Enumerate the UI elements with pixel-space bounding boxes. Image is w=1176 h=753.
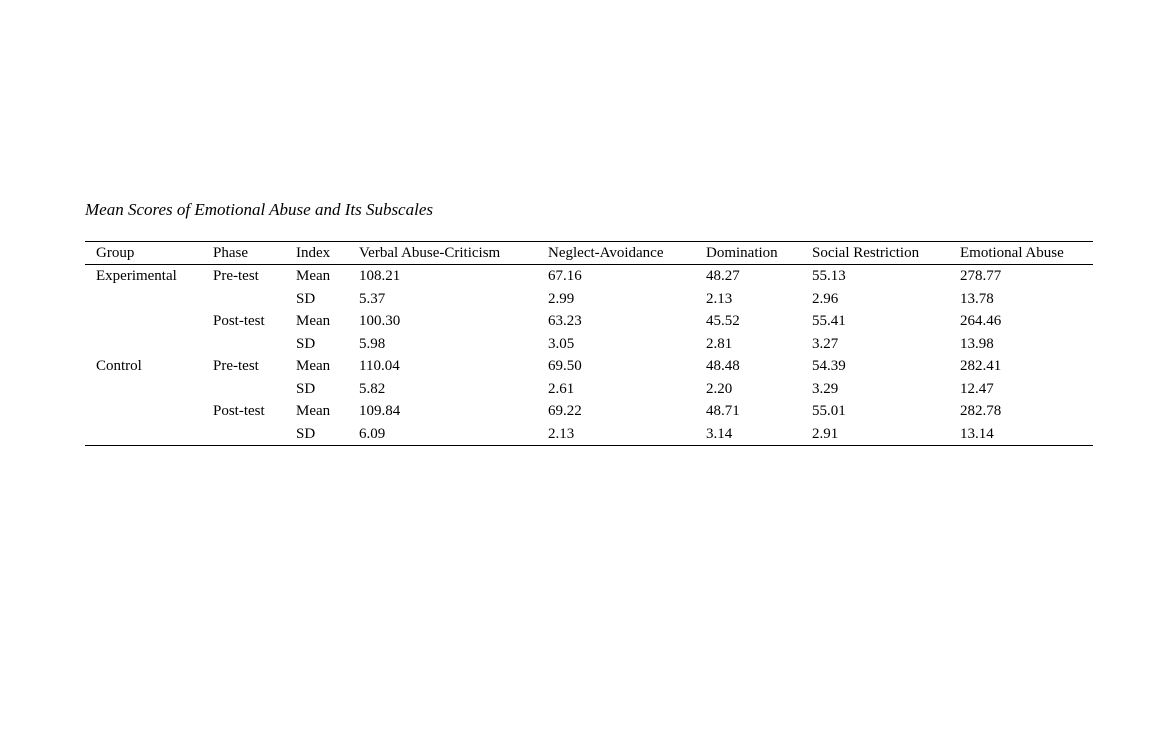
table-row bbox=[85, 265, 1093, 288]
cell-neglect-avoidance: 2.99 bbox=[548, 290, 575, 307]
cell-social-restriction: 55.41 bbox=[812, 313, 846, 329]
cell-index: SD bbox=[296, 290, 316, 307]
cell-verbal-abuse-criticism: 109.84 bbox=[359, 403, 401, 419]
cell-index: SD bbox=[296, 380, 316, 397]
cell-index: SD bbox=[296, 425, 316, 442]
cell-verbal-abuse-criticism: 110.04 bbox=[359, 358, 400, 374]
header-phase: Phase bbox=[213, 245, 248, 261]
cell-social-restriction: 55.01 bbox=[812, 403, 846, 419]
cell-social-restriction: 54.39 bbox=[812, 358, 846, 374]
cell-social-restriction: 3.29 bbox=[812, 380, 839, 397]
cell-phase: Post-test bbox=[213, 403, 265, 419]
cell-index: Mean bbox=[296, 313, 331, 329]
cell-emotional-abuse: 282.78 bbox=[960, 403, 1002, 419]
cell-neglect-avoidance: 3.05 bbox=[548, 335, 575, 352]
cell-index: Mean bbox=[296, 358, 331, 374]
cell-domination: 2.81 bbox=[706, 335, 733, 352]
header-index: Index bbox=[296, 245, 331, 261]
cell-emotional-abuse: 13.98 bbox=[960, 335, 994, 352]
cell-social-restriction: 3.27 bbox=[812, 335, 839, 352]
cell-emotional-abuse: 13.14 bbox=[960, 425, 994, 442]
cell-domination: 2.13 bbox=[706, 290, 733, 307]
table-row bbox=[85, 355, 1093, 378]
cell-emotional-abuse: 264.46 bbox=[960, 313, 1002, 329]
cell-verbal-abuse-criticism: 5.82 bbox=[359, 380, 386, 397]
cell-domination: 48.27 bbox=[706, 268, 740, 284]
cell-domination: 48.71 bbox=[706, 403, 740, 419]
cell-neglect-avoidance: 67.16 bbox=[548, 268, 582, 284]
cell-domination: 3.14 bbox=[706, 425, 733, 442]
cell-group: Experimental bbox=[96, 268, 177, 284]
cell-social-restriction: 2.91 bbox=[812, 425, 839, 442]
table-row bbox=[85, 333, 1093, 356]
cell-social-restriction: 55.13 bbox=[812, 268, 846, 284]
header-social-restriction: Social Restriction bbox=[812, 245, 920, 261]
cell-group: Control bbox=[96, 358, 142, 374]
table-caption: Mean Scores of Emotional Abuse and Its Subscales bbox=[85, 200, 433, 219]
header-verbal-abuse-criticism: Verbal Abuse-Criticism bbox=[359, 245, 501, 261]
cell-neglect-avoidance: 2.61 bbox=[548, 380, 575, 397]
table-row bbox=[85, 400, 1093, 423]
table-row bbox=[85, 288, 1093, 311]
scores-table bbox=[85, 241, 1093, 446]
cell-verbal-abuse-criticism: 108.21 bbox=[359, 268, 401, 284]
cell-index: Mean bbox=[296, 403, 331, 419]
cell-index: SD bbox=[296, 335, 316, 352]
cell-verbal-abuse-criticism: 6.09 bbox=[359, 425, 386, 442]
cell-domination: 45.52 bbox=[706, 313, 740, 329]
cell-phase: Post-test bbox=[213, 313, 265, 329]
cell-phase: Pre-test bbox=[213, 358, 259, 374]
cell-domination: 2.20 bbox=[706, 380, 733, 397]
header-domination: Domination bbox=[706, 245, 778, 261]
cell-index: Mean bbox=[296, 268, 331, 284]
cell-domination: 48.48 bbox=[706, 358, 740, 374]
cell-neglect-avoidance: 63.23 bbox=[548, 313, 582, 329]
cell-neglect-avoidance: 69.50 bbox=[548, 358, 582, 374]
cell-phase: Pre-test bbox=[213, 268, 259, 284]
table-header-row bbox=[85, 242, 1093, 265]
cell-emotional-abuse: 282.41 bbox=[960, 358, 1002, 374]
header-group: Group bbox=[96, 245, 135, 261]
cell-emotional-abuse: 278.77 bbox=[960, 268, 1002, 284]
cell-emotional-abuse: 12.47 bbox=[960, 380, 994, 397]
table-row bbox=[85, 423, 1093, 446]
cell-neglect-avoidance: 2.13 bbox=[548, 425, 575, 442]
header-emotional-abuse: Emotional Abuse bbox=[960, 245, 1064, 261]
table-row bbox=[85, 378, 1093, 401]
cell-social-restriction: 2.96 bbox=[812, 290, 839, 307]
cell-neglect-avoidance: 69.22 bbox=[548, 403, 582, 419]
cell-verbal-abuse-criticism: 100.30 bbox=[359, 313, 401, 329]
table-row bbox=[85, 310, 1093, 333]
cell-verbal-abuse-criticism: 5.98 bbox=[359, 335, 386, 352]
header-neglect-avoidance: Neglect-Avoidance bbox=[548, 245, 664, 261]
cell-emotional-abuse: 13.78 bbox=[960, 290, 994, 307]
cell-verbal-abuse-criticism: 5.37 bbox=[359, 290, 386, 307]
